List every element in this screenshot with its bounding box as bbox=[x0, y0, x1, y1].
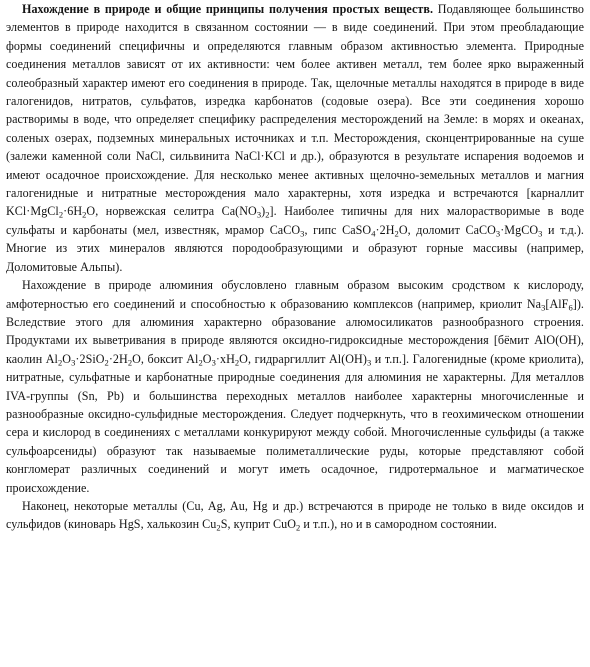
paragraph-2: Нахождение в природе алюминия обусловлено главным образом высоким сродством к кислороду, амфотерностью его соединений и способностью к образованию комплексов (например, криолит $Na_3[AlF_6]$). Вследствие этого для алюминия характерно образование алюмосиликатов разнообразного строения. Продуктами их выветривания в природе являются оксидно-гидроксидные месторождения [бёмит AlO(OH), каолин $Al_2O_3\cdot 2SiO_2\cdot 2H_2O$, боксит $Al_2O_3\cdot xH_2O$, гидраргиллит $Al(OH)_3$ и т.п.]. Галогенидные (кроме криолита), нитратные, сульфатные и карбонатные природные соединения для алюминия не характерны. Для металлов IVA-группы (Sn, Pb) и большинства переходных металлов наиболее характерны многочисленные и разнообразные оксидно-сульфидные месторождения. Следует подчеркнуть, что в геохимическом отношении сера и кислород в соединениях с металлами конкурируют между собой. Многочисленные сульфиды (а также сульфоарсениды) образуют так называемые полиметаллические руды, которые представляют собой конгломерат различных соединений и могут иметь осадочное, гидротермальное и магматическое происхождение. bbox=[6, 278, 585, 495]
section-heading: Нахождение в природе и общие принципы получения простых веществ. bbox=[22, 2, 434, 16]
paragraph-3: Наконец, некоторые металлы (Cu, Ag, Au, Hg и др.) встречаются в природе не только в виде оксидов и сульфидов (киноварь HgS, халькозин $Cu_2S$, куприт CuO$_2$ и т.п.), но и в самородном состоянии. bbox=[6, 498, 584, 533]
paragraph-1: Нахождение в природе и общие принципы получения простых веществ. Подавляющее большинство элементов в природе находится в связанном состоянии — в виде соединений. При этом преобладающие формы соединений специфичны и определяются главным образом активностью элемента. Природные соединения металлов зависят от их активности: чем более активен металл, тем более ярко выраженный солеобразный характер имеют его соединения в природе. Так, щелочные металлы находятся в природе в виде галогенидов, нитратов, сульфатов, изредка карбонатов (содовые озера). Все эти соединения хорошо растворимы в воде, что определяет специфику распределения месторождений на Земле: в морях и океанах, соленых озерах, подземных минеральных источниках и т.п. Месторождения, сконцентрированные на суше (залежи каменной соли NaCl, сильвинита NaCl·KCl и др.), образуются в результате испарения водоемов и имеют осадочное происхождение. Для несколько менее активных щелочно-земельных металлов и магния галогенидные и нитратные месторождения мало характерны, хотя изредка и встречаются [карналлит $KCl\cdot MgCl_2\cdot 6H_2O$, норвежская селитра $Ca(NO_3)_2$]. Наиболее типичны для них малорастворимые в воде сульфаты и карбонаты (мел, известняк, мрамор CaCO$_3$, гипс $CaSO_4\cdot 2H_2O$, доломит CaCO$_3$·MgCO$_3$ и т.д.). Многие из этих минералов являются породообразующими и образуют горные массивы (например, Доломитовые Альпы). bbox=[6, 2, 584, 274]
document-page bbox=[6, 0, 584, 667]
